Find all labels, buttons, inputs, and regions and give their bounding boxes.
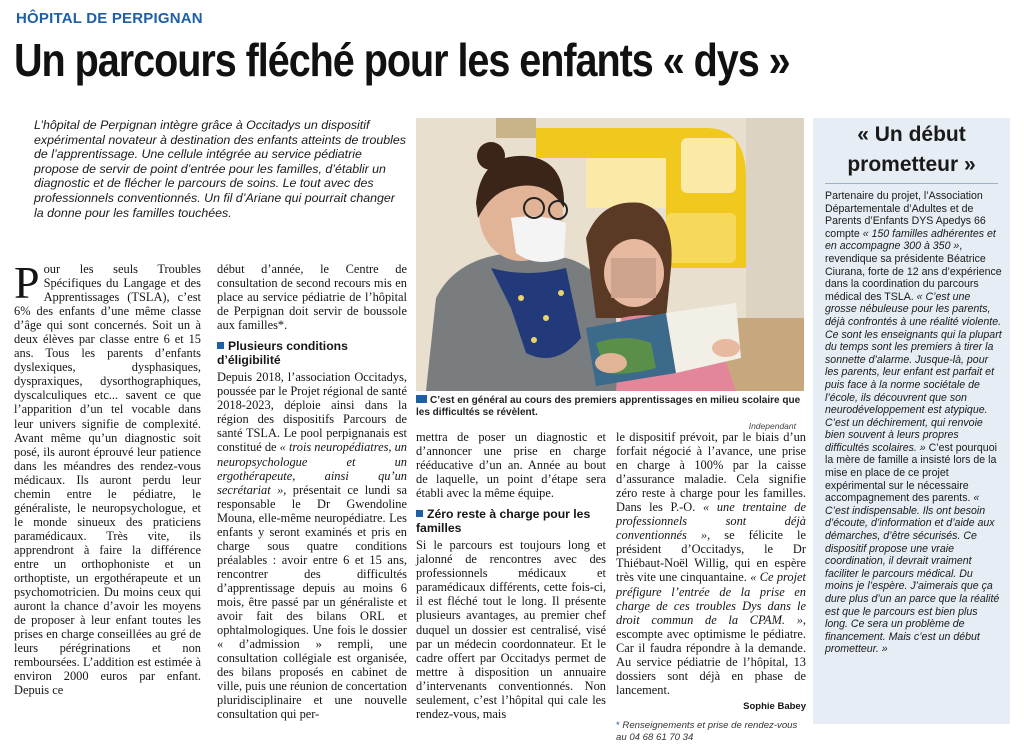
drop-cap: P: [14, 257, 40, 308]
body-text: Si le parcours est toujours long et jalonné de rencontres avec des professionnels médicaux et paramédicaux différents, cette fois-ci, il est fléché tout le long. Il présente plusieurs avantages, au premier chef duquel un dossier est centralisé, visé par un médecin coordonnateur. Et le cadre offert par Occitadys permet de mettre à disposition un annuaire d’intervenants conventionnés. Non seulement, c’est l’hôpital qui cale les rendez-vous, mais: [416, 538, 606, 721]
body-text-part: , présentait ce lundi sa responsable le Dr Gwendoline Mouna, elle-même neuropédiatre. Les enfants y seront examinés et pris en charge sous quatre conditions préalables : avoir entre 6 et 15 ans, rencontrer des difficultés d’apprentissage depuis au moins 6 mois, être passé par un généraliste et avoir fait des bilans ORL et ophtalmologiques. Une fois le dossier « d’admission » rempli, une consultation collégiale est organisée, des bilans proposés en cabinet de ville, puis une réunion de concertation pluridisciplinaire et une nouvelle consultation qui per-: [217, 482, 407, 722]
author-byline: Sophie Babey: [743, 700, 806, 712]
subheading-text: Zéro reste à charge pour les familles: [416, 507, 591, 536]
headline: Un parcours fléché pour les enfants « dys »: [14, 34, 790, 86]
body-text-part: Depuis 2018, l’association Occitadys, poussée par le Projet régional de santé 2018-2023, déploie ainsi dans la région des dispositifs Parcours de santé TSLA. Le pool perpignanais est constitué de: [217, 370, 407, 455]
subheading: [416, 507, 606, 535]
sidebar-title: « Un début prometteur »: [847, 123, 976, 176]
sidebar-text-part: C’est pourquoi la mère de famille a insisté lors de la mise en place de ce projet expérimental sur le nécessaire accompagnement des parents.: [825, 441, 997, 505]
body-text: début d’année, le Centre de consultation de second recours mis en place au service pédiatrie de l’hôpital de Perpignan doit servir de boussole aux familles*.: [217, 262, 407, 333]
quote: « 150 familles adhérentes et en accompagne 300 à 350 »: [825, 227, 996, 253]
standfirst: L’hôpital de Perpignan intègre grâce à Occitadys un dispositif expérimental novateur à destination des enfants atteints de troubles de l’apprentissage. Une cellule intégrée au service pédiatrie propose de servir de point d’entrée pour les familles, d’établir un diagnostic et de flécher le parcours de soins. Le tout avec des professionnels conventionnés. Un fil d’Ariane qui pourrait changer la donne pour les familles touchées.: [34, 118, 406, 220]
square-bullet-icon: [416, 510, 423, 517]
quote: « C’est une grosse nébuleuse pour les parents, déjà confrontés à une réalité violente. Ce sont les enseignants qui la plupart du temps sont les premiers à tirer la sonnette d’alarme. Jusque-là, pour les parents, leur enfant est parfait et puis face à la norme sociétale de l’école, ils découvrent que son neurodéveloppement est atypique. C’est un déchirement, qui renvoie bien souvent à leurs propres difficultés scolaires. »: [825, 290, 1002, 454]
camera-icon: [416, 395, 427, 403]
asterisk-icon: *: [616, 719, 620, 731]
body-text: our les seuls Troubles Spécifiques du Langage et des Apprentissages (TSLA), c’est 6% des enfants d’une même classe d’âge qui sont concernés. Soit un à deux élèves par classe entre 6 et 15 ans. Tous les parents d’enfants dyslexiques, dysphasiques, dyspraxiques, dysorthographiques, dyscalculiques etc... savent ce que l’apparition d’un tel vocable dans leur univers signifie de complexité. Avant même qu’un diagnostic soit posé, ils auront éprouvé leur patience dans les méandres des rendez-vous médicaux. Ils auront perdu leur chemin entre le pédiatre, le généraliste, le neuropsychologue, et le monde sinueux des praticiens paramédicaux. Très vite, ils apprendront à faire la différence entre un orthophoniste et un orthoptiste, un ergothérapeute et un psychomotricien. Du moins ceux qui auront la chance d’avoir les moyens de proposer à leur enfant toutes les prises en charge conseillées au gré de leurs pérégrinations et non remboursées. L’addition est estimée à environ 2000 euros par enfant. Depuis ce: [14, 262, 201, 698]
body-text: [616, 430, 806, 697]
sidebar-box: [813, 118, 1010, 724]
photo-illustration: [416, 118, 804, 391]
article-column-4: [616, 430, 806, 744]
footnote: [616, 720, 806, 744]
subheading-text: Plusieurs conditions d’éligibilité: [217, 339, 348, 368]
sidebar-text-part: Partenaire du projet, l’Association Départementale d’Adultes et de Parents d’Enfants DYS Apedys 66 compte: [825, 190, 986, 240]
quote: « trois neuropédiatres, un neuropsychologue et un ergothérapeute, ainsi qu’un secrétariat »: [217, 440, 408, 497]
article-column-1: [14, 257, 201, 698]
section-kicker: HÔPITAL DE PERPIGNAN: [16, 10, 203, 27]
sidebar-text-part: , revendique sa présidente Béatrice Ciurana, forte de 12 ans d’expérience dans la coordination du parcours médical des TSLA.: [825, 240, 1002, 303]
body-text-part: , se félicite le président d’Occitadys, le Dr Thiébaut-Noël Willig, qui en espère très vite une cinquantaine.: [616, 528, 806, 585]
body-text-part: le dispositif prévoit, par le biais d’un forfait négocié à l’avance, une prise en charge à 100% par la caisse d’assurance maladie. Cela signifie zéro reste à charge pour les familles. Dans les P.-O.: [616, 430, 806, 515]
body-text: [217, 370, 407, 721]
article-photo: [416, 118, 804, 391]
body-text-part: , escompte avec optimisme le pédiatre. Car il faudra répondre à la demande. Au service pédiatrie de l’hôpital, 13 dossiers sont déjà en phase de lancement.: [616, 612, 806, 697]
body-text: mettra de poser un diagnostic et d’annoncer une prise en charge rééducative d’un an. Année au bout de laquelle, un point d’étape sera établi avec la même équipe.: [416, 430, 606, 501]
sidebar-divider: [825, 183, 998, 184]
photo-credit: Independant: [748, 421, 796, 431]
quote: « une trentaine de professionnels sont déjà conventionnés »: [616, 500, 806, 543]
sidebar-text: [825, 190, 1003, 656]
square-bullet-icon: [217, 342, 224, 349]
subheading: [217, 339, 407, 367]
article-column-2: [217, 262, 407, 721]
photo-caption-text: C’est en général au cours des premiers apprentissages en milieu scolaire que les difficultés se révèlent.: [416, 395, 801, 418]
photo-caption: [416, 395, 804, 419]
article-column-3: [416, 430, 606, 721]
footnote-text: Renseignements et prise de rendez-vous au 04 68 61 70 34: [616, 719, 798, 743]
quote: « C’est indispensable. Ils ont besoin d’écoute, d’information et d’aide aux démarches, d’être sécurisés. Ce dispositif propose une vraie coordination, il devrait vraiment faciliter le parcours médical. Du moins je l’espère. J’aimerais que ça dure plus d’un an parce que la réalité est que le parcours est bien plus long. Ce sera un problème de financement. Mais c’est un début prometteur. »: [825, 492, 1000, 656]
quote: « Ce projet préfigure l’entrée de la prise en charge de ces troubles Dys dans le droit commun de la CPAM. »: [616, 570, 806, 627]
